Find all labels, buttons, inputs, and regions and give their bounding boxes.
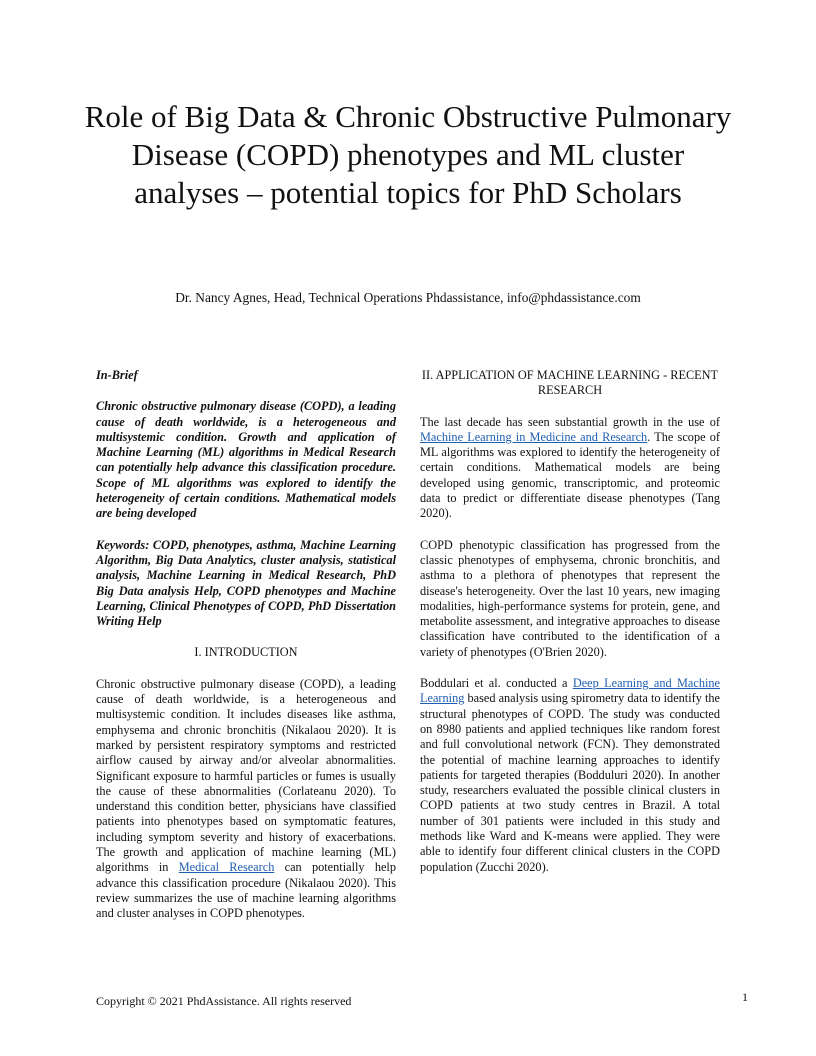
deep-learning-ml-link[interactable]: Deep Learning and Machine Learning — [420, 676, 721, 706]
page-number: 1 — [742, 990, 748, 1004]
ml-medicine-research-link[interactable]: Machine Learning in Medicine and Research — [420, 429, 648, 444]
left-column — [96, 368, 396, 938]
intro-text-before: Chronic obstructive pulmonary disease (COPD), a leading cause of death worldwide, is a heterogeneous and multisystemic condition. It includes diseases like asthma, emphysema and chronic bronchitis (Nikalaou 2020). It is marked by persistent respiratory symptoms and restricted airflow caused by airway and/or alveolar abnormalities. Significant exposure to harmful particles or fumes is usually the cause of these abnormalities (Corlateanu 2020). To understand this condition better, physicians have classified patients into phenotypes based on symptomatic features, including symptom severity and history of exacerbations. The growth and application of machine learning (ML) algorithms in — [96, 676, 396, 875]
intro-text-after: can potentially help advance this classification procedure (Nikalaou 2020). This review summarizes the use of machine learning algorithms and cluster analyses in COPD phenotypes. — [96, 860, 396, 921]
section-heading: II. APPLICATION OF MACHINE LEARNING - RECENT RESEARCH — [421, 368, 719, 398]
author-line: Dr. Nancy Agnes, Head, Technical Operations Phdassistance, info@phdassistance.com — [175, 290, 641, 305]
paragraph-ml-growth — [420, 415, 720, 522]
page-title: Role of Big Data & Chronic Obstructive Pulmonary Disease (COPD) phenotypes and ML cluster analyses – potential topics for PhD Scholars — [84, 99, 732, 210]
p1-text-after: . The scope of ML algorithms was explored to identify the heterogeneity of certain conditions. Mathematical models are being developed using genomic, transcriptomic, and proteomic data to predict or differentiate disease phenotypes (Tang 2020). — [420, 429, 720, 521]
paragraph-boddulari-study — [420, 676, 720, 875]
intro-heading: I. INTRODUCTION — [194, 645, 298, 660]
intro-paragraph — [96, 677, 396, 922]
p1-text-before: The last decade has seen substantial growth in the use of — [420, 414, 720, 429]
inbrief-label: In-Brief — [96, 368, 138, 382]
right-column — [420, 368, 720, 891]
p3-text-before: Boddulari et al. conducted a — [420, 676, 573, 691]
p3-text-after: based analysis using spirometry data to identify the structural phenotypes of COPD. The study was conducted on 8980 patients and applied techniques like random forest and full convolutional network (FCN). They demonstrated the potential of machine learning approaches to identify patients for targeted therapies (Bodduluri 2020). In another study, researchers evaluated the possible clinical clusters in COPD patients at two study centres in Brazil. A total number of 301 patients were included in this study and methods like Ward and K-means were applied. They were able to identify four different clinical clusters in the COPD population (Zucchi 2020). — [420, 691, 720, 874]
medical-research-link[interactable]: Medical Research — [178, 860, 275, 875]
copyright-footer: Copyright © 2021 PhdAssistance. All rights reserved — [96, 994, 352, 1008]
keywords: Keywords: COPD, phenotypes, asthma, Machine Learning Algorithm, Big Data Analytics, cluster analysis, statistical analysis, Machine Learning in Medical Research, PhD Big Data analysis Help, COPD phenotypes and Machine Learning, Clinical Phenotypes of COPD, PhD Dissertation Writing Help — [96, 537, 396, 629]
inbrief-text: Chronic obstructive pulmonary disease (COPD), a leading cause of death worldwide, is a heterogeneous and multisystemic condition. Growth and application of Machine Learning (ML) algorithms in Medical Research can potentially help advance this classification procedure. Scope of ML algorithms was explored to identify the heterogeneity of certain conditions. Mathematical models are being developed — [96, 399, 396, 521]
paragraph-copd-classification: COPD phenotypic classification has progressed from the classic phenotypes of emphysema, chronic bronchitis, and asthma to a plethora of phenotypes that represent the disease's heterogeneity. Over the last 10 years, new imaging modalities, high-performance systems for protein, gene, and metabolite assessment, and integrative approaches to disease classification have contributed to the identification of a variety of phenotypes (O'Brien 2020). — [420, 537, 720, 659]
